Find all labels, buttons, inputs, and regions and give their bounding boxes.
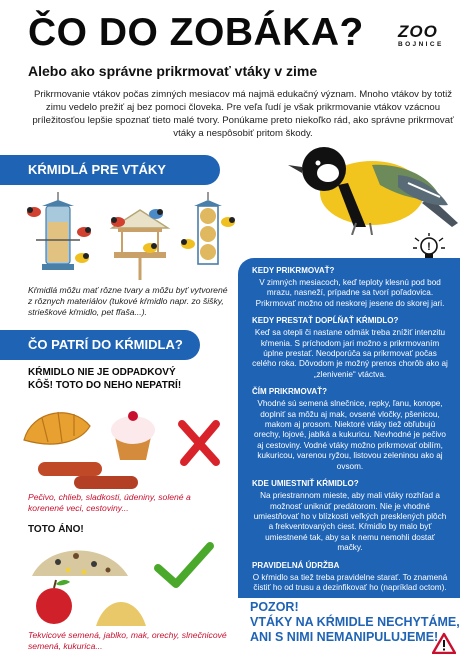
info-section-stop — [252, 316, 448, 380]
bird-feeders-illustration — [18, 192, 240, 282]
info-text: Vhodné sú semená slnečnice, repky, ľanu, konope, doplniť sa môžu aj mak, ovsené vločky, pšenicou, makom aj prosom. Niektoré vtáky tiež obľubujú orechy, lojové, jablká a kukuricu. Nevhodné je pečivo aj cestoviny. Vodné vtáky možno prikrmovať obilím, kukuricou, varenou ryžou, listovou zeleninou ako aj ovsom. — [254, 399, 446, 471]
info-heading: KEDY PRESTAŤ DOPĹŇAŤ KŔMIDLO? — [252, 316, 399, 326]
footer-warning — [250, 600, 460, 645]
info-text: V zimných mesiacoch, keď teploty klesnú pod bod mrazu, nasneží, prípadne sa tvorí poľadovica. Prikrmovať možno od neskorej jesene do skorej jari. — [255, 278, 445, 308]
info-section-what — [252, 387, 448, 472]
info-text: Na priestrannom mieste, aby mali vtáky rozhľad a možnosť uniknúť predátorom. Nie je vhodné umiestňovať ho v blízkosti veľkých presklených plôch a frekventovaných ciest. Kŕmidlo by malo byť umiestnené tak, aby sa k nemu nemohli dostať mačky. — [253, 491, 447, 553]
info-section-when — [252, 266, 448, 309]
info-text: Keď sa otepli či nastane odmäk treba znížiť intenzitu kŕmenia. S príchodom jari možno s prikrmovaním úplne prestať. Neodporúča sa prikrmovať počas celého roka. Dôvodom je možný prenos chorôb ako aj „zlenivenie“ vtáctva. — [252, 328, 448, 379]
info-section-maintenance — [252, 561, 448, 594]
warning-triangle-icon — [432, 632, 456, 654]
not-trash-warning: KŔMIDLO NIE JE ODPADKOVÝ KÔŠ! TOTO DO NEHO NEPATRÍ! — [28, 367, 182, 391]
logo-city: BOJNICE — [398, 41, 444, 48]
info-heading: KDE UMIESTNIŤ KŔMIDLO? — [252, 479, 359, 489]
cross-icon — [176, 418, 222, 468]
suitable-foods-illustration — [18, 536, 168, 628]
suitable-foods-note: Tekvicové semená, jablko, mak, orechy, slnečnicové semená, kukurica... — [28, 630, 227, 651]
info-heading: PRAVIDELNÁ ÚDRŽBA — [252, 560, 340, 570]
feeders-heading: KŔMIDLÁ PRE VTÁKY — [0, 155, 220, 185]
warning-line-3: ANI S NIMI NEMANIPULUJEME! — [250, 630, 439, 644]
info-heading: KEDY PRIKRMOVAŤ? — [252, 266, 335, 275]
info-heading: ČÍM PRIKRMOVAŤ? — [252, 387, 327, 397]
unsuitable-foods-note: Pečivo, chlieb, sladkosti, údeniny, solené a korenené veci, cestoviny... — [28, 492, 191, 513]
logo-word: ZOO — [398, 22, 438, 41]
svg-text:!: ! — [427, 241, 431, 253]
info-text: O kŕmidlo sa tiež treba pravidelne starať. To znamená čistiť ho od trusu a dezinfikovať ho (napríklad octom). — [252, 572, 448, 592]
page-title: ČO DO ZOBÁKA? — [28, 11, 364, 54]
great-tit-illustration — [280, 135, 460, 235]
info-section-where — [252, 479, 448, 553]
suitable-heading: TOTO ÁNO! — [28, 524, 84, 535]
check-icon — [152, 540, 216, 592]
feeders-note: Kŕmidlá môžu mať rôzne tvary a môžu byť vytvorené z rôznych materiálov (tukové kŕmidlo napr. zo šišky, strieškové kŕmidlo, pet fľaša...). — [28, 285, 228, 317]
warning-line-2: VTÁKY NA KŔMIDLE NECHYTÁME, — [250, 615, 460, 629]
food-heading: ČO PATRÍ DO KŔMIDLA? — [0, 330, 200, 360]
page-subtitle: Alebo ako správne prikrmovať vtáky v zime — [28, 63, 318, 79]
zoo-logo — [398, 24, 458, 52]
intro-paragraph: Prikrmovanie vtákov počas zimných mesiacov má najmä edukačný význam. Mnoho vtákov by totiž zimu vedelo prežiť aj bez pomoci človeka. Pre veľa ľudí je však prikrmovanie vtákov vzácnou príležitosťou lepšie spoznať tieto malé tvory. Ponúkame preto niekoľko rád, ako správne prikrmovať vtáky a nespôsobiť pritom škody. — [32, 89, 454, 139]
unsuitable-foods-illustration — [18, 396, 178, 491]
warning-line-1: POZOR! — [250, 600, 299, 614]
info-box — [238, 258, 460, 598]
